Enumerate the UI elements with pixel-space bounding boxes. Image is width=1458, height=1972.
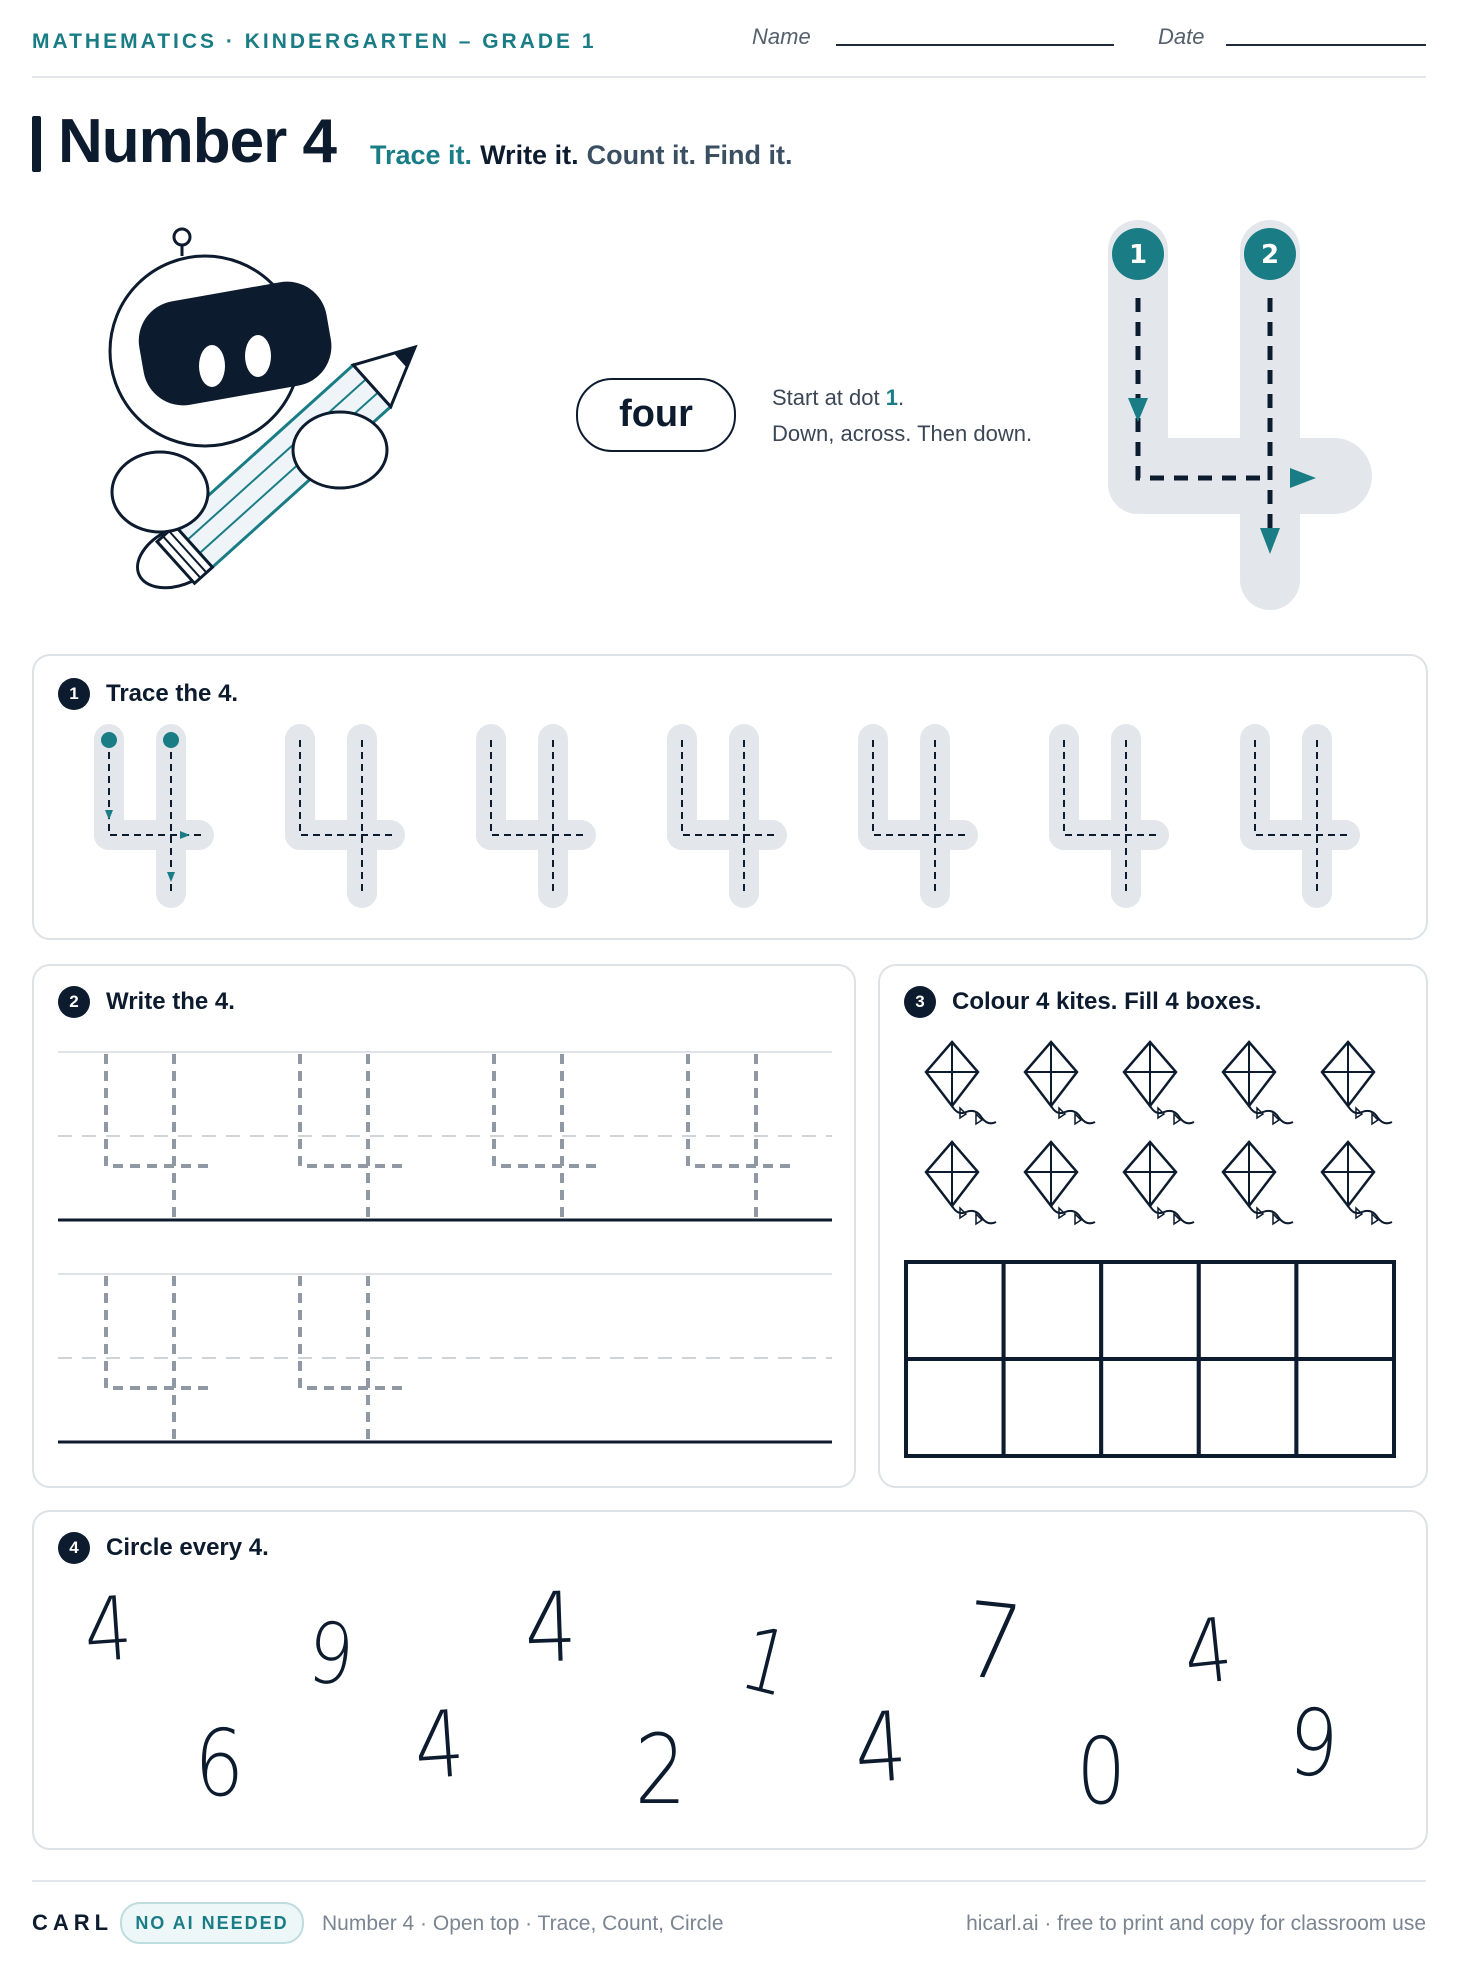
ten-frame-box[interactable] [1004, 1262, 1102, 1359]
kite-icon[interactable] [926, 1142, 996, 1224]
colour-label: Colour [952, 988, 1030, 1015]
kite-icon[interactable] [1223, 1142, 1293, 1224]
handwriting-lines[interactable] [56, 1040, 834, 1460]
ten-frame-box[interactable] [1004, 1359, 1102, 1456]
stroke-label-1: 1 [1128, 240, 1148, 270]
tagline-trace: Trace it. [370, 140, 473, 170]
write-digit: 4 [214, 988, 229, 1015]
ten-frame-box[interactable] [1296, 1359, 1394, 1456]
date-label: Date [1158, 24, 1205, 49]
section-number-badge: 1 [58, 678, 90, 710]
write-label: Write the [106, 988, 209, 1015]
circle-label: Circle every [106, 1534, 243, 1561]
trace-digit-2[interactable] [285, 724, 415, 908]
instruction-dot-number: 1 [885, 385, 898, 410]
ten-frame-box[interactable] [1199, 1359, 1297, 1456]
kite-icon[interactable] [1223, 1042, 1293, 1124]
colour-digit: 4 [1036, 988, 1050, 1015]
section-number-badge: 2 [58, 986, 90, 1018]
tagline-find: Find it. [704, 140, 793, 170]
number-choice-2[interactable]: 2 [634, 1714, 687, 1826]
number-choice-4[interactable]: 4 [522, 1571, 579, 1685]
date-line[interactable] [1226, 44, 1426, 46]
circle-digit: 4 [248, 1534, 263, 1561]
trace-period: . [231, 680, 239, 707]
circle-section-heading [58, 1532, 269, 1564]
kite-icon[interactable] [1124, 1142, 1194, 1224]
number-choice-6[interactable]: 6 [194, 1710, 245, 1817]
tagline [370, 140, 801, 171]
number-choice-1[interactable]: 1 [730, 1605, 802, 1718]
colour-digit-2: 4 [1165, 988, 1179, 1015]
trace-digit-6[interactable] [1049, 724, 1179, 908]
header-divider [32, 76, 1426, 78]
ten-frame [904, 1260, 1398, 1460]
ten-frame-box[interactable] [906, 1262, 1004, 1359]
footer-credit: hicarl.ai · free to print and copy for classroom use [966, 1912, 1426, 1935]
instruction-period: . [898, 385, 905, 410]
instruction-start: Start at dot [772, 385, 880, 410]
name-line[interactable] [836, 44, 1114, 46]
number-choice-9[interactable]: 9 [303, 1602, 359, 1706]
colour-label-2: kites. Fill [1056, 988, 1159, 1015]
number-choice-7[interactable]: 7 [958, 1578, 1028, 1706]
ten-frame-box[interactable] [1296, 1262, 1394, 1359]
number-choice-4[interactable]: 4 [80, 1576, 136, 1683]
circle-period: . [262, 1534, 269, 1561]
tagline-count: Count it. [586, 140, 697, 170]
kite-icon[interactable] [926, 1042, 996, 1124]
number-word-pill: four [576, 378, 736, 452]
colour-section-heading [904, 986, 1261, 1018]
write-section-heading [58, 986, 235, 1018]
no-ai-badge: NO AI NEEDED [120, 1902, 304, 1944]
number-choice-4[interactable]: 4 [1178, 1597, 1238, 1706]
stroke-label-2: 2 [1260, 240, 1280, 270]
subject-heading: MATHEMATICS · KINDERGARTEN – GRADE 1 [32, 30, 597, 53]
kite-icon[interactable] [1124, 1042, 1194, 1124]
stroke-instructions [772, 380, 1032, 452]
title-accent-bar [32, 116, 41, 172]
stroke-order-guide [1100, 216, 1380, 616]
ten-frame-box[interactable] [1101, 1359, 1199, 1456]
section-number-badge: 3 [904, 986, 936, 1018]
colour-label-3: boxes. [1185, 988, 1262, 1015]
number-choice-0[interactable]: 0 [1076, 1718, 1127, 1825]
number-choice-9[interactable]: 9 [1284, 1688, 1342, 1799]
ten-frame-box[interactable] [906, 1359, 1004, 1456]
trace-digit-5[interactable] [858, 724, 988, 908]
trace-digit-4[interactable] [667, 724, 797, 908]
trace-section-heading [58, 678, 238, 710]
write-period: . [228, 988, 235, 1015]
trace-digit: 4 [218, 680, 232, 707]
kites-grid [900, 1030, 1400, 1230]
number-choice-4[interactable]: 4 [850, 1690, 911, 1806]
tagline-write: Write it. [480, 140, 579, 170]
kite-icon[interactable] [1322, 1042, 1392, 1124]
worksheet-description: Number 4 · Open top · Trace, Count, Circle [322, 1912, 724, 1935]
trace-label: Trace the [106, 680, 212, 707]
number-choice-4[interactable]: 4 [410, 1690, 468, 1801]
kite-icon[interactable] [1322, 1142, 1392, 1224]
name-label: Name [752, 24, 811, 49]
trace-digit-7[interactable] [1240, 724, 1370, 908]
footer-divider [32, 1880, 1426, 1882]
trace-digit-3[interactable] [476, 724, 606, 908]
instruction-line-2: Down, across. Then down. [772, 421, 1033, 446]
section-number-badge: 4 [58, 1532, 90, 1564]
robot-mascot-illustration [100, 226, 470, 606]
brand-logo: CARL [32, 1910, 114, 1935]
ten-frame-box[interactable] [1101, 1262, 1199, 1359]
page-title: Number 4 [58, 107, 336, 176]
kite-icon[interactable] [1025, 1142, 1095, 1224]
trace-digit-1[interactable] [94, 724, 224, 908]
kite-icon[interactable] [1025, 1042, 1095, 1124]
ten-frame-box[interactable] [1199, 1262, 1297, 1359]
